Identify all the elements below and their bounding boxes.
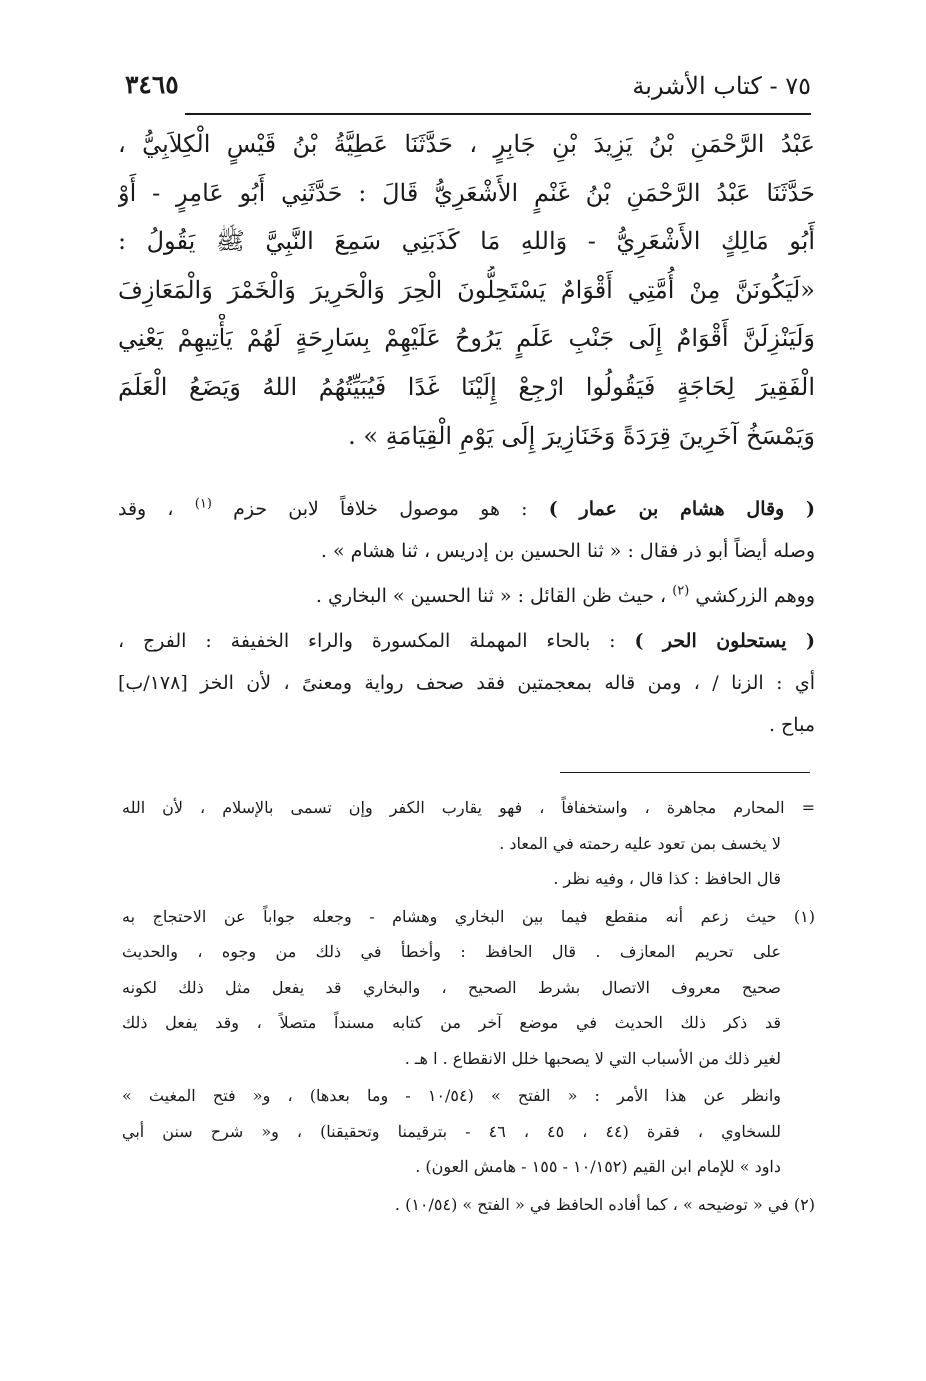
lemma: ( وقال هشام بن عمار )	[548, 498, 815, 520]
footnote-line: قال الحافظ : كذا قال ، وفيه نظر .	[553, 869, 781, 888]
commentary-paragraph	[118, 488, 815, 572]
commentary-text: ، حيث ظن القائل : « ثنا الحسين » البخاري .	[315, 585, 673, 607]
footnote-1-continued	[122, 1078, 815, 1185]
lemma: ( يستحلون الحر )	[634, 630, 815, 652]
commentary-line: أي : الزنا / ، ومن قاله بمعجمتين فقد صحف رواية ومعنىً ، لأن الخز [١٧٨/ب]	[118, 672, 815, 694]
hadith-line: وَيَمْسَخُ آخَرِينَ قِرَدَةً وَخَنَازِيرَ إِلَى يَوْمِ الْقِيَامَةِ » .	[348, 421, 815, 450]
hadith-line: وَلَيَنْزِلَنَّ أَقْوَامٌ إِلَى جَنْبِ عَلَمٍ يَرُوحُ عَلَيْهِمْ بِسَارِحَةٍ لَهُمْ يَأْتِيهِمْ يَعْنِي	[118, 324, 815, 353]
commentary-paragraph	[118, 575, 815, 617]
footnote-1	[122, 899, 815, 1077]
footnote-ref[interactable]: (١)	[194, 496, 212, 512]
hadith-text	[118, 120, 815, 460]
footnote-continuation	[122, 790, 815, 897]
footnote-line: (٢) في « توضيحه » ، كما أفاده الحافظ في « الفتح » (١٠/٥٤) .	[394, 1194, 815, 1214]
hadith-line: «لَيَكُونَنَّ مِنْ أُمَّتِي أَقْوَامٌ يَسْتَحِلُّونَ الْحِرَ وَالْحَرِيرَ وَالْخَمْرَ وَالْمَعَازِفَ	[118, 275, 815, 304]
footnote-ref[interactable]: (٢)	[672, 583, 690, 599]
commentary-line	[118, 575, 815, 617]
footnotes	[122, 790, 815, 1222]
footnote-line: على تحريم المعازف . قال الحافظ : وأخطأ في ذلك من وجوه ، والحديث	[122, 942, 781, 961]
footnote-line: للسخاوي ، فقرة (٤٤ ، ٤٥ ، ٤٦ - بترقيمنا وتحقيقنا) ، و« شرح سنن أبي	[122, 1121, 781, 1141]
hadith-line: حَدَّثَنَا عَبْدُ الرَّحْمَنِ بْنُ غَنْمٍ الأَشْعَرِيُّ قَالَ : حَدَّثَنِي أَبُو عَامِرٍ - أَوْ	[118, 178, 815, 207]
commentary-text: ، وقد	[118, 498, 195, 520]
commentary-line	[118, 488, 815, 530]
footnote-line: لغير ذلك من الأسباب التي لا يصحبها خلل الانقطاع . ا هـ .	[404, 1048, 781, 1068]
page-number: ٣٤٦٥	[125, 70, 179, 99]
footnote-2	[122, 1187, 815, 1223]
hadith-line: الْفَقِيرَ لِحَاجَةٍ فَيَقُولُوا ارْجِعْ إِلَيْنَا غَدًا فَيُبَيِّتُهُمُ اللهُ وَيَضَعُ الْعَلَمَ	[118, 372, 815, 401]
footnote-line: قد ذكر ذلك الحديث في موضع آخر من كتابه مسنداً متصلاً ، وقد يفعل ذلك	[122, 1013, 781, 1032]
footnote-line: داود » للإمام ابن القيم (١٠/١٥٢ - ١٥٥ - هامش العون) .	[415, 1157, 781, 1176]
footnote-line: لا يخسف بمن تعود عليه رحمته في المعاد .	[499, 833, 781, 853]
commentary-line: مباح .	[768, 714, 815, 736]
hadith-line: عَبْدُ الرَّحْمَنِ بْنُ يَزِيدَ بْنِ جَابِرٍ ، حَدَّثَنَا عَطِيَّةُ بْنُ قَيْسٍ الْكِلاَبِيُّ ،	[118, 130, 815, 158]
commentary-line	[118, 620, 815, 662]
commentary-paragraph	[118, 620, 815, 746]
commentary	[118, 488, 815, 746]
header-rule	[185, 113, 811, 115]
commentary-line: وصله أيضاً أبو ذر فقال : « ثنا الحسين بن إدريس ، ثنا هشام » .	[320, 540, 815, 562]
footnote-line: وانظر عن هذا الأمر : « الفتح » (١٠/٥٤ - وما بعدها) ، و« فتح المغيث »	[122, 1086, 781, 1105]
hadith-line: أَبُو مَالِكٍ الأَشْعَرِيُّ - وَاللهِ مَا كَذَبَنِي سَمِعَ النَّبِيَّ ﷺ يَقُولُ :	[118, 227, 815, 256]
commentary-text: : هو موصول خلافاً لابن حزم	[211, 498, 549, 520]
footnote-rule	[560, 772, 810, 773]
commentary-text: ووهم الزركشي	[689, 585, 815, 607]
chapter-title: ٧٥ - كتاب الأشربة	[632, 72, 811, 100]
running-header	[125, 70, 811, 110]
footnote-line: (١) حيث زعم أنه منقطع فيما بين البخاري وهشام - وجعله جواباً عن الاحتجاج به	[122, 906, 815, 926]
footnote-line: = المحارم مجاهرة ، واستخفافاً ، فهو يقارب الكفر وإن تسمى بالإسلام ، لأن الله	[122, 798, 815, 817]
commentary-text: : بالحاء المهملة المكسورة والراء الخفيفة : الفرج ،	[118, 630, 635, 652]
footnote-line: صحيح معروف الاتصال بشرط الصحيح ، والبخاري قد يفعل مثل ذلك لكونه	[122, 977, 781, 997]
